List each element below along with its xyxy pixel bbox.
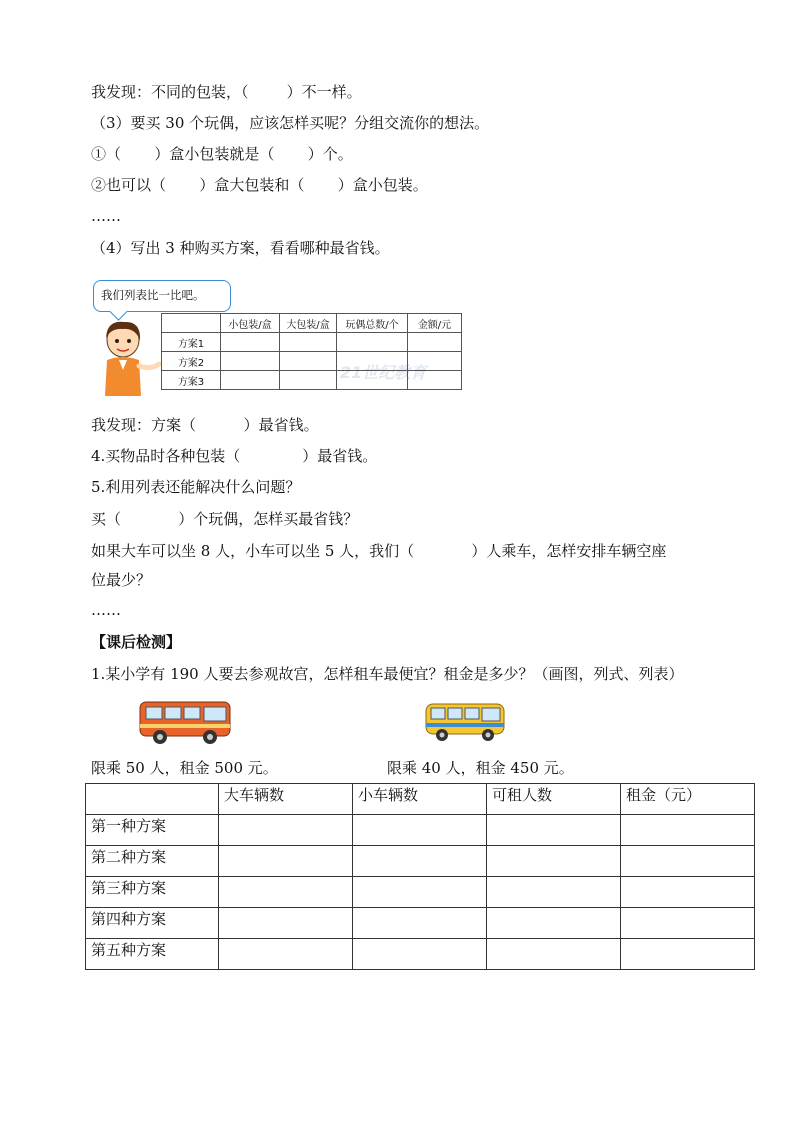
small-bus-caption: 限乘 40 人，租金 450 元。: [387, 759, 574, 777]
table-row-label: 第五种方案: [86, 939, 219, 970]
table-cell: [219, 846, 353, 877]
text-line: （3）要买 30 个玩偶，应该怎样买呢？分组交流你的想法。: [91, 114, 490, 132]
text-line: 买（ ）个玩偶，怎样买最省钱？: [91, 510, 359, 528]
table-cell: [337, 352, 408, 371]
table-cell: [280, 333, 337, 352]
section-heading: 【课后检测】: [91, 633, 182, 651]
table-cell: [487, 815, 621, 846]
table-row-label: 第二种方案: [86, 846, 219, 877]
table-cell: [337, 371, 408, 390]
text-line: 我发现：方案（ ）最省钱。: [91, 416, 319, 434]
ellipsis: ……: [91, 207, 121, 225]
table-cell: [353, 815, 487, 846]
table-header: [162, 314, 221, 333]
text-line: （4）写出 3 种购买方案，看看哪种最省钱。: [91, 239, 390, 257]
purchase-plan-table: [161, 313, 462, 390]
table-header: 金额/元: [408, 314, 462, 333]
table-row-label: 方案3: [162, 371, 221, 390]
table-header: 小包装/盒: [221, 314, 280, 333]
table-cell: [487, 846, 621, 877]
text-line: 我发现：不同的包装，（ ）不一样。: [91, 83, 362, 101]
table-cell: [621, 877, 755, 908]
text-line: ①（ ）盒小包装就是（ ）个。: [91, 145, 353, 163]
table-header: 大车辆数: [219, 784, 353, 815]
table-header: 可租人数: [487, 784, 621, 815]
watermark: 21世纪教育: [340, 363, 427, 382]
table-cell: [621, 939, 755, 970]
table-cell: [408, 371, 462, 390]
question-text: 1.某小学有 190 人要去参观故宫，怎样租车最便宜？租金是多少？（画图，列式、列表）: [91, 665, 684, 683]
table-cell: [219, 877, 353, 908]
text-line: 位最少？: [91, 571, 152, 589]
table-cell: [219, 908, 353, 939]
table-cell: [337, 333, 408, 352]
table-cell: [221, 352, 280, 371]
small-bus-icon: [424, 698, 508, 744]
table-cell: [353, 846, 487, 877]
table-row-label: 方案1: [162, 333, 221, 352]
table-cell: [621, 846, 755, 877]
table-row-label: 第四种方案: [86, 908, 219, 939]
table-row-label: 方案2: [162, 352, 221, 371]
table-cell: [408, 352, 462, 371]
boy-illustration: [93, 318, 163, 398]
table-cell: [621, 908, 755, 939]
table-cell: [487, 877, 621, 908]
text-line: 5.利用列表还能解决什么问题？: [91, 478, 301, 496]
table-header: 租金（元）: [621, 784, 755, 815]
text-line: 如果大车可以坐 8 人，小车可以坐 5 人，我们（ ）人乘车，怎样安排车辆空座: [91, 542, 667, 560]
table-cell: [487, 939, 621, 970]
table-header: [86, 784, 219, 815]
rental-plan-table: [85, 783, 755, 970]
table-row-label: 第一种方案: [86, 815, 219, 846]
table-cell: [280, 371, 337, 390]
text-line: ②也可以（ ）盒大包装和（ ）盒小包装。: [91, 176, 428, 194]
large-bus-caption: 限乘 50 人，租金 500 元。: [91, 759, 278, 777]
table-header: 大包装/盒: [280, 314, 337, 333]
table-header: 玩偶总数/个: [337, 314, 408, 333]
table-cell: [353, 908, 487, 939]
ellipsis: ……: [91, 601, 121, 619]
table-header: 小车辆数: [353, 784, 487, 815]
text-line: 4.买物品时各种包装（ ）最省钱。: [91, 447, 378, 465]
table-row-label: 第三种方案: [86, 877, 219, 908]
table-cell: [487, 908, 621, 939]
table-cell: [621, 815, 755, 846]
table-cell: [353, 939, 487, 970]
large-bus-icon: [138, 698, 234, 746]
speech-bubble-text: 我们列表比一比吧。: [101, 288, 205, 302]
table-cell: [408, 333, 462, 352]
table-cell: [219, 815, 353, 846]
table-cell: [221, 333, 280, 352]
table-cell: [353, 877, 487, 908]
table-cell: [280, 352, 337, 371]
table-cell: [219, 939, 353, 970]
table-cell: [221, 371, 280, 390]
